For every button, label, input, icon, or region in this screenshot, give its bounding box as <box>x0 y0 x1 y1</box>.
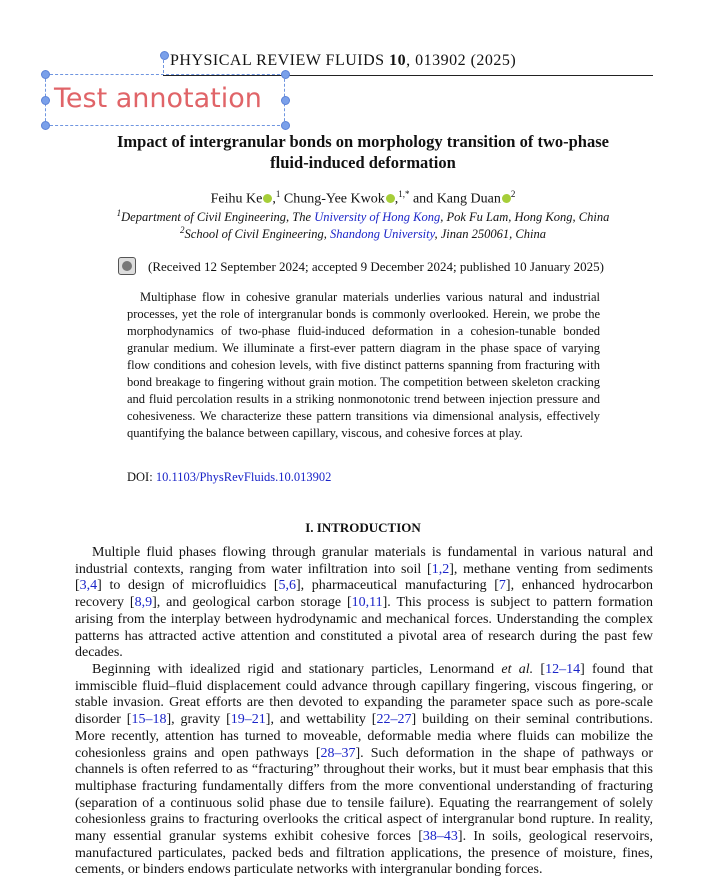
orcid-icon[interactable] <box>263 194 272 203</box>
abstract: Multiphase flow in cohesive granular materials underlies various natural and industrial processes, yet the role of intergranular bonds is commonly overlooked. Herein, we probe the morphodynamics of two-phase fluid-induced deformation in a cohesion-tunable bonded granular medium. We illuminate a first-ever pattern diagram in the phase space of varying flow conditions and cohesion levels, with five distinct patterns spanning from fracturing with bond breakage to fingering without grain motion. The competition between skeleton cracking and fluid percolation results in a striking nonmonotonic trend between injection pressure and cohesiveness. We characterize these pattern transitions via dimensional analysis, effectively quantifying the balance between capillary, viscous, and cohesive forces at play. <box>127 290 600 440</box>
article-info: , 013902 (2025) <box>406 52 517 69</box>
rotate-handle[interactable] <box>160 51 169 60</box>
author-name: Feihu Ke <box>210 191 263 207</box>
body-paragraph-2: Beginning with idealized rigid and stationary particles, Lenormand et al. [12–14] found that immiscible fluid–fluid displacement could advance through capillary fingering, viscous fingering, or stable invasion. Great efforts are then devoted to expanding the parameter space such as pore-scale disorder [15–18], gravity [19–21], and wettability [22–27] building on their seminal contributions. More recently, attention has turned to moveable, deformable media where fluids can mobilize the cohesionless grains and open pathways [28–37]. Such deformation in the shape of pathways or channels is often referred to as “fracturing” throughout their works, but it must bear emphasis that this multiphase fracturing fundamentally differs from the more conventional understanding of fracturing (separation of a continuous solid phase due to tensile failure). Equating the rearrangement of solely cohesionless grains to fracturing overlooks the critical aspect of intergranular bond rupture. In reality, many essential granular systems exhibit cohesive forces [38–43]. In soils, geological reservoirs, manufactured particulates, packed beds and filtration applications, the presence of moisture, fines, cements, or binders endows particulate networks with intergranular bonding forces. <box>75 662 654 878</box>
author-sup: 1,* <box>398 189 410 199</box>
citation-link[interactable]: 28–37 <box>320 745 356 761</box>
citation-link[interactable]: 15–18 <box>131 712 167 728</box>
citation-link[interactable]: 7 <box>498 578 506 594</box>
affiliation-2: $^2$School of Civil Engineering, Shandong University, Jinan 250061, China <box>180 225 546 242</box>
journal-name: PHYSICAL REVIEW FLUIDS <box>170 52 385 69</box>
affiliation-1: $^1$Department of Civil Engineering, The University of Hong Kong, Pok Fu Lam, Hong Kong, China <box>116 208 610 225</box>
affiliation-link[interactable]: Shandong University <box>329 227 435 242</box>
crossmark-icon[interactable] <box>118 257 136 275</box>
orcid-icon[interactable] <box>386 194 395 203</box>
citation-link[interactable]: 1,2 <box>431 561 450 577</box>
body-paragraph-1: Multiple fluid phases flowing through granular materials is fundamental in various natural and industrial contexts, ranging from water infiltration into soil [1,2], methane venting from sediments [3,4] to design of microfluidics [5,6], pharmaceutical manufacturing [7], enhanced hydrocarbon recovery [8,9], and geological carbon storage [10,11]. This process is subject to pattern formation arising from the interplay between hydrodynamic and mechanical forces. Understanding the complex patterns has attracted active attention and constituted a pivotal area of research during the past few decades. <box>75 545 653 661</box>
annotation-text[interactable]: Test annotation <box>54 83 262 114</box>
author-sup: 2 <box>510 189 516 199</box>
received-dates <box>118 257 604 275</box>
resize-handle-middle-right[interactable] <box>281 96 290 105</box>
author-connector: and <box>412 191 434 207</box>
author-list: Feihu Ke ,$^1$ Chung-Yee Kwok ,$^{1,*}$ and Kang Duan $^2$ <box>210 189 516 207</box>
author-sup: 1 <box>275 189 281 199</box>
citation-link[interactable]: 19–21 <box>230 712 266 728</box>
section-heading: I. INTRODUCTION <box>305 520 421 535</box>
text-annotation-box[interactable] <box>45 74 285 126</box>
citation-link[interactable]: 3,4 <box>79 578 98 594</box>
author-name: Kang Duan <box>436 191 501 207</box>
journal-header <box>170 52 554 70</box>
resize-handle-top-left[interactable] <box>41 70 50 79</box>
title-line-1: Impact of intergranular bonds on morphology transition of two-phase <box>117 132 609 151</box>
resize-handle-bottom-left[interactable] <box>41 121 50 130</box>
author-name: Chung-Yee Kwok <box>283 191 385 207</box>
citation-link[interactable]: 22–27 <box>376 712 412 728</box>
received-text: (Received 12 September 2024; accepted 9 December 2024; published 10 January 2025) <box>148 259 604 274</box>
citation-link[interactable]: 5,6 <box>278 578 296 594</box>
doi-label: DOI: <box>127 470 153 484</box>
citation-link[interactable]: 10,11 <box>351 595 383 611</box>
affiliation-link[interactable]: University of Hong Kong <box>314 210 441 225</box>
doi-link[interactable]: 10.1103/PhysRevFluids.10.013902 <box>155 470 332 484</box>
paper-title <box>90 131 636 173</box>
doi <box>127 470 331 485</box>
title-line-2: fluid-induced deformation <box>270 153 456 172</box>
citation-link[interactable]: 12–14 <box>545 662 581 677</box>
citation-link[interactable]: 8,9 <box>134 595 153 611</box>
citation-link[interactable]: 38–43 <box>422 829 458 845</box>
journal-volume: 10 <box>389 52 407 69</box>
orcid-icon[interactable] <box>502 194 511 203</box>
resize-handle-top-right[interactable] <box>281 70 290 79</box>
resize-handle-bottom-right[interactable] <box>281 121 290 130</box>
resize-handle-middle-left[interactable] <box>41 96 50 105</box>
